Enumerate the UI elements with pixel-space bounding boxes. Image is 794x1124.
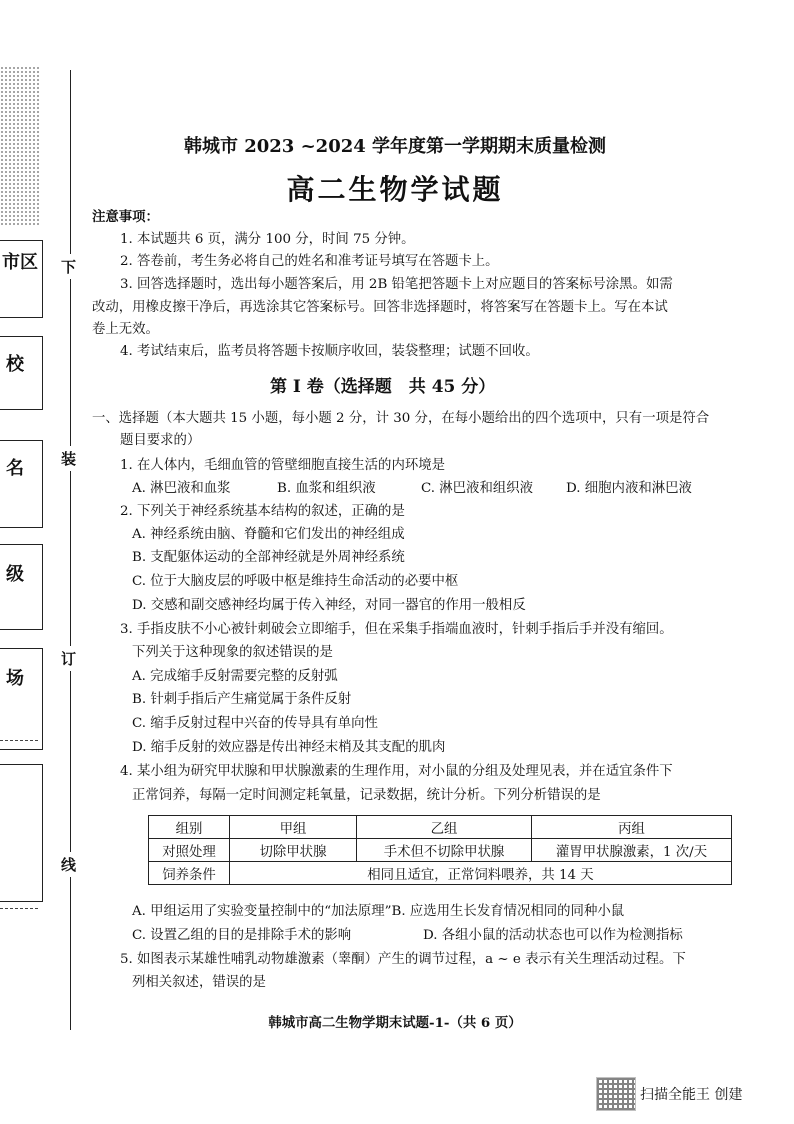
notice-line: 卷上无效。: [92, 322, 159, 337]
question-2-stem: 2. 下列关于神经系统基本结构的叙述，正确的是: [120, 504, 405, 519]
notice-heading: 注意事项：: [92, 209, 159, 225]
question-3-stem: 下列关于这种现象的叙述错误的是: [132, 645, 333, 660]
scanner-watermark: 扫描全能王 创建: [640, 1087, 743, 1103]
question-3-option-b: B. 针刺手指后产生痛觉属于条件反射: [132, 692, 352, 707]
field-label-district: 市区: [2, 252, 38, 273]
question-5-stem: 列相关叙述，错误的是: [132, 975, 266, 990]
question-4-stem: 4. 某小组为研究甲状腺和甲状腺激素的生理作用，对小鼠的分组及处理见表，并在适宜条件下: [120, 764, 673, 779]
grouping-table: [148, 815, 732, 885]
binding-mark-ding: 订: [61, 646, 76, 671]
question-3-stem: 3. 手指皮肤不小心被针刺破会立即缩手，但在采集手指端血液时，针刺手指后手并没有缩回。: [120, 622, 673, 637]
notice-line: 改动，用橡皮擦干净后，再选涂其它答案标号。回答非选择题时，将答案写在答题卡上。写在本试: [92, 300, 668, 315]
question-1-option-b: B. 血浆和组织液: [277, 481, 376, 496]
question-4-options-ab: A. 甲组运用了实验变量控制中的“加法原理”B. 应选用生长发育情况相同的同种小鼠: [132, 904, 625, 919]
table-cell: 组别: [149, 816, 230, 839]
table-row: [149, 862, 732, 885]
table-cell: 甲组: [230, 816, 357, 839]
part-intro: 题目要求的）: [120, 433, 201, 448]
question-1-option-a: A. 淋巴液和血浆: [132, 481, 231, 496]
table-cell: 手术但不切除甲状腺: [357, 839, 532, 862]
question-2-option-a: A. 神经系统由脑、脊髓和它们发出的神经组成: [132, 527, 405, 542]
field-label-exam-room: 场: [6, 668, 24, 689]
field-box-class: [0, 544, 43, 630]
question-4-stem: 正常饲养，每隔一定时间测定耗氧量，记录数据，统计分析。下列分析错误的是: [132, 788, 601, 803]
table-cell: 对照处理: [149, 839, 230, 862]
field-box-seat: [0, 764, 43, 902]
exam-title: 韩城市 2023 ~2024 学年度第一学期期末质量检测: [183, 136, 607, 157]
question-3-option-a: A. 完成缩手反射需要完整的反射弧: [132, 669, 338, 684]
dashed-divider: [0, 908, 38, 909]
section-title: 第 I 卷（选择题 共 45 分）: [270, 377, 496, 397]
qr-code-icon: [596, 1077, 636, 1111]
notice-line: 4. 考试结束后，监考员将答题卡按顺序收回，装袋整理；试题不回收。: [120, 344, 539, 359]
table-cell: 切除甲状腺: [230, 839, 357, 862]
subject-title: 高二生物学试题: [286, 173, 504, 206]
field-label-name: 名: [6, 458, 24, 479]
page-footer: 韩城市高二生物学期末试题-1-（共 6 页）: [268, 1015, 522, 1031]
scan-noise-texture: [0, 66, 40, 226]
notice-line: 3. 回答选择题时，选出每小题答案后，用 2B 铅笔把答题卡上对应题目的答案标号涂黑。如需: [120, 277, 673, 292]
table-cell: 相同且适宜，正常饲料喂养，共 14 天: [230, 862, 732, 885]
question-1-option-d: D. 细胞内液和淋巴液: [566, 481, 692, 496]
table-cell: 丙组: [532, 816, 732, 839]
question-1-option-c: C. 淋巴液和组织液: [421, 481, 534, 496]
dashed-divider: [0, 740, 38, 741]
question-2-option-c: C. 位于大脑皮层的呼吸中枢是维持生命活动的必要中枢: [132, 574, 459, 589]
table-cell: 乙组: [357, 816, 532, 839]
binding-mark-zhuang: 装: [61, 446, 76, 471]
table-cell: 饲养条件: [149, 862, 230, 885]
question-2-option-d: D. 交感和副交感神经均属于传入神经，对同一器官的作用一般相反: [132, 598, 526, 613]
binding-mark-xia: 下: [61, 254, 76, 279]
field-label-school: 校: [6, 354, 24, 375]
part-intro: 一、选择题（本大题共 15 小题，每小题 2 分，计 30 分，在每小题给出的四个选项中，只有一项是符合: [92, 411, 710, 426]
question-4-option-c: C. 设置乙组的目的是排除手术的影响: [132, 928, 352, 943]
question-3-option-d: D. 缩手反射的效应器是传出神经末梢及其支配的肌肉: [132, 740, 446, 755]
field-label-class: 级: [6, 564, 24, 585]
question-4-option-d: D. 各组小鼠的活动状态也可以作为检测指标: [423, 928, 683, 943]
question-3-option-c: C. 缩手反射过程中兴奋的传导具有单向性: [132, 716, 378, 731]
question-2-option-b: B. 支配躯体运动的全部神经就是外周神经系统: [132, 550, 405, 565]
question-1-stem: 1. 在人体内，毛细血管的管壁细胞直接生活的内环境是: [120, 458, 446, 473]
table-row: [149, 839, 732, 862]
table-cell: 灌胃甲状腺激素，1 次/天: [532, 839, 732, 862]
table-row: [149, 816, 732, 839]
binding-mark-xian: 线: [61, 852, 76, 877]
notice-line: 1. 本试题共 6 页，满分 100 分，时间 75 分钟。: [120, 232, 415, 247]
question-5-stem: 5. 如图表示某雄性哺乳动物雄激素（睾酮）产生的调节过程，a ~ e 表示有关生理活动过程。下: [120, 952, 686, 967]
binding-line: [70, 70, 71, 1030]
notice-line: 2. 答卷前，考生务必将自己的姓名和准考证号填写在答题卡上。: [120, 254, 499, 269]
